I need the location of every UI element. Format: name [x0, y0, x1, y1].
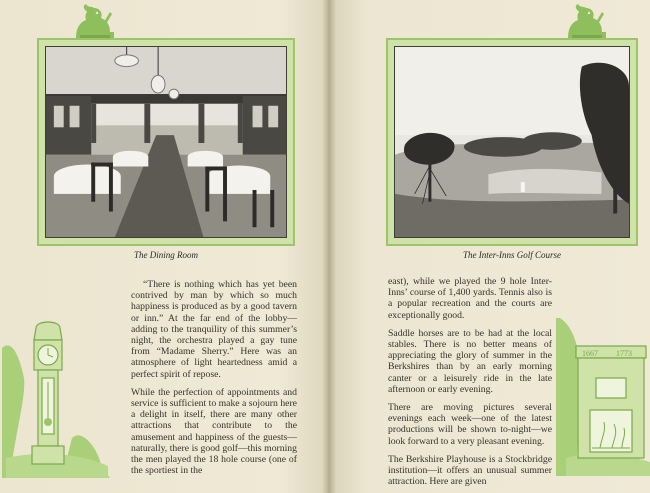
- golf-course-photo-frame: [386, 38, 638, 246]
- lion-crest-icon: [562, 2, 610, 42]
- right-body-text: [388, 276, 552, 493]
- body-paragraph: While the perfection of appointments and service is sufficient to make a sojourn here a delight in itself, there are many other attractions that contribute to the amusement and happiness of the guests—naturally, there is good golf—this morning the men played the 18 hole course (one of the sportiest in the: [131, 386, 297, 477]
- lion-crest-icon: [70, 2, 118, 42]
- body-paragraph: “There is nothing which has yet been contrived by man by which so much happiness is produced as by a good tavern or inn.” At the far end of the lobby—adding to the tranquility of this summer’s night, the orchestra played a gay tune from “Madame Sherry.” Here was an atmosphere of light heartedness amid a perfect spirit of repose.: [131, 279, 297, 380]
- body-paragraph: The Berkshire Playhouse is a Stockbridge institution—it offers an unusual summer attraction. Here are given: [388, 453, 552, 488]
- golf-course-photo: [394, 46, 630, 238]
- body-paragraph: east), while we played the 9 hole Inter-Inns’ course of 1,400 yards. Tennis also is a popular recreation and the courts are exceptionally good.: [388, 276, 552, 321]
- dining-room-caption: The Dining Room: [134, 250, 198, 260]
- fireplace-icon: [556, 318, 650, 476]
- body-paragraph: Saddle horses are to be had at the local stables. There is no better means of appreciating the glory of summer in the Berkshires than by an early morning canter or a leisurely ride in the late afternoon or early evening.: [388, 327, 552, 395]
- golf-course-caption: The Inter-Inns Golf Course: [462, 250, 562, 260]
- fireplace-date-right: 1773: [616, 349, 632, 358]
- body-paragraph: There are moving pictures several evenings each week—one of the latest productions will be shown to-night—we look forward to a very pleasant evening.: [388, 402, 552, 447]
- dining-room-photo-frame: [37, 38, 295, 246]
- book-gutter: [322, 0, 336, 493]
- left-body-text: [131, 279, 297, 483]
- fireplace-date-left: 1667: [582, 349, 598, 358]
- dining-room-photo: [45, 46, 287, 238]
- grandfather-clock-icon: [2, 318, 110, 478]
